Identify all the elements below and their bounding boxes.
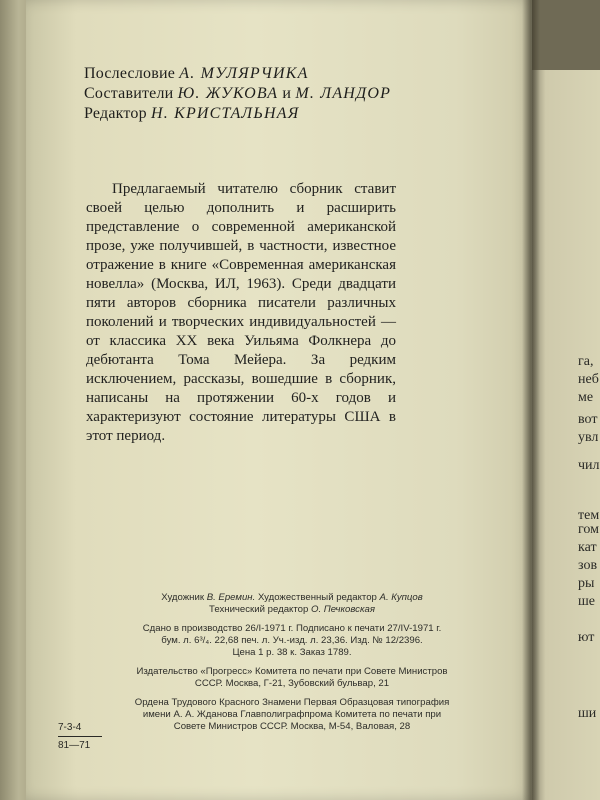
right-page-fragment: гом	[578, 522, 599, 537]
printer-line: имени А. А. Жданова Главполиграфпрома Комитета по печати при	[142, 709, 442, 720]
editor-name: Н. КРИСТАЛЬНАЯ	[150, 105, 300, 122]
compiler-name-2: М. ЛАНДОР	[295, 85, 392, 102]
right-page-fragment: вот	[578, 412, 598, 427]
tech-editor-label: Технический редактор	[209, 604, 309, 615]
artist-label: Художник	[161, 592, 205, 603]
credits-block	[84, 64, 484, 124]
right-page-fragment: зов	[578, 558, 598, 573]
art-editor-label: Художественный редактор	[257, 592, 377, 603]
publisher-info	[82, 666, 502, 690]
imprint-block	[82, 592, 502, 740]
compilers-label: Составители	[84, 85, 174, 102]
right-page-fragment: ме	[578, 390, 594, 405]
staff-credits	[82, 592, 502, 616]
afterword-line	[84, 64, 484, 84]
printer-info	[82, 697, 502, 733]
book-abstract: Предлагаемый читателю сборник ставит своей целью дополнить и расширить представление о современной американской прозе, уже получившей, в частности, известное отражение в книге «Современная американская новелла» (Москва, ИЛ, 1963). Среди двадцати пяти авторов сборника писатели различных поколений и творческих индивидуальностей — от классика XX века Уильяма Фолкнера до дебютанта Тома Мейера. За редким исключением, рассказы, вошедшие в сборник, написаны на протяжении 60-х годов и характеризуют состояние литературы США в этот период.	[86, 181, 396, 444]
right-page-fragment: неб	[578, 372, 599, 387]
publisher-line: Издательство «Прогресс» Комитета по печати при Совете Министров	[136, 666, 448, 677]
tech-editor-name: О. Печковская	[310, 604, 375, 615]
compiler-name-1: Ю. ЖУКОВА	[177, 85, 279, 102]
code-top: 7-3-4	[58, 722, 102, 737]
afterword-author: А. МУЛЯРЧИКА	[179, 65, 309, 82]
right-page-fragment: тем	[578, 508, 600, 523]
compilers-conjunction: и	[282, 85, 292, 102]
right-page-fragment: ше	[578, 594, 595, 609]
print-line: Сдано в производство 26/I-1971 г. Подписано к печати 27/IV-1971 г.	[142, 623, 442, 634]
code-bottom: 81—71	[58, 740, 91, 751]
right-page-fragment: ши	[578, 706, 597, 721]
print-details	[82, 623, 502, 659]
afterword-label: Послесловие	[84, 65, 176, 82]
art-editor-name: А. Купцов	[379, 592, 423, 603]
publisher-line: СССР. Москва, Г-21, Зубовский бульвар, 21	[194, 678, 390, 689]
right-page-fragment: ры	[578, 576, 595, 591]
right-page-fragment: чил	[578, 458, 600, 473]
compilers-line	[84, 84, 484, 104]
right-page-fragment: ют	[578, 630, 595, 645]
printer-line: Ордена Трудового Красного Знамени Первая Образцовая типография	[134, 697, 450, 708]
printer-line: Совете Министров СССР. Москва, М-54, Валовая, 28	[173, 721, 411, 732]
editor-line	[84, 104, 484, 124]
catalog-codes	[58, 722, 102, 751]
right-page-fragment: увл	[578, 430, 599, 445]
artist-name: В. Еремин.	[206, 592, 256, 603]
print-line: бум. л. 6³/₄. 22,68 печ. л. Уч.-изд. л. 23,36. Изд. № 12/2396.	[161, 635, 423, 646]
print-line: Цена 1 р. 38 к. Заказ 1789.	[232, 647, 352, 658]
page-gutter-shadow	[522, 0, 540, 800]
editor-label: Редактор	[84, 105, 147, 122]
right-page-fragment: га,	[578, 354, 594, 369]
right-page-fragment: кат	[578, 540, 597, 555]
